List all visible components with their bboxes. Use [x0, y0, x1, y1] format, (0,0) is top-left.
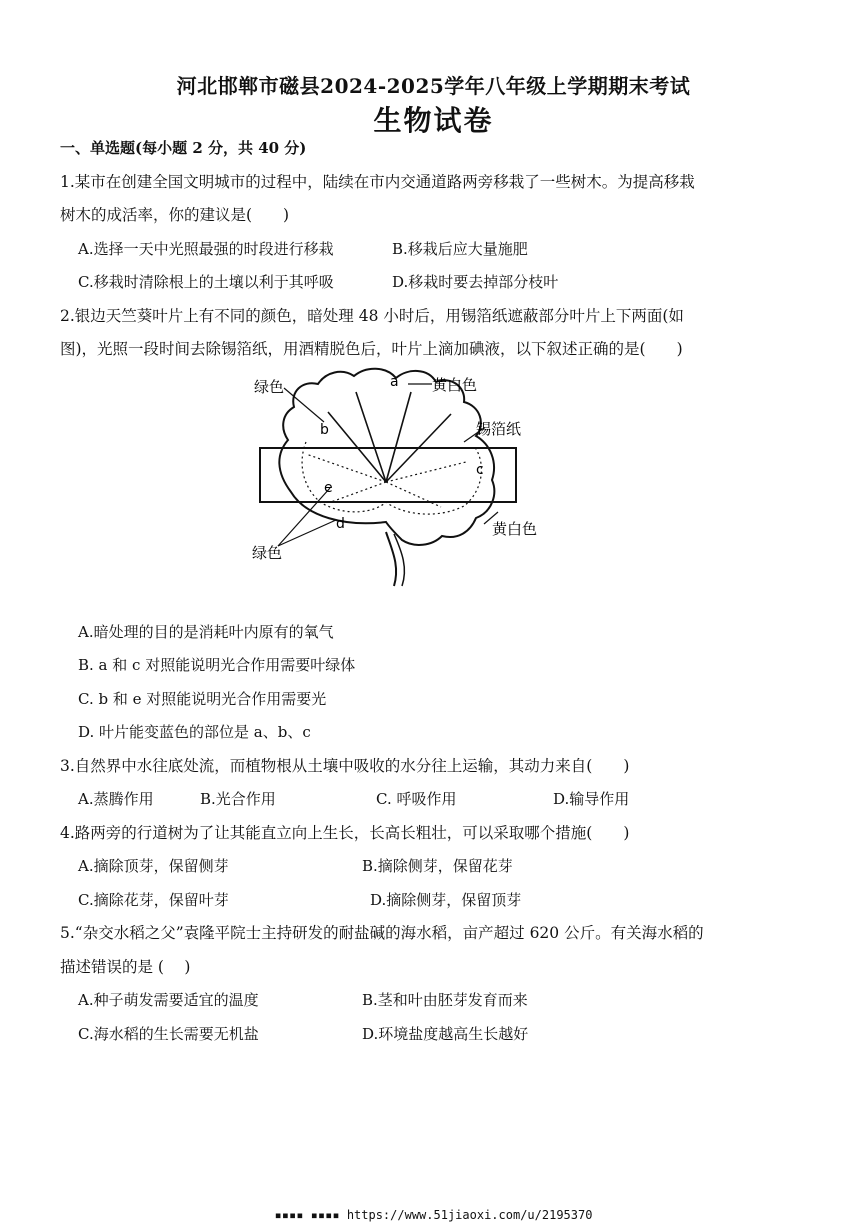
option-d: D.摘除侧芽，保留顶芽 [370, 891, 522, 909]
label-tinfoil: 锡箔纸 [476, 420, 522, 438]
option-c: C. b 和 e 对照能说明光合作用需要光 [78, 690, 327, 708]
option-d: D.输导作用 [553, 790, 630, 808]
option-a: A.蒸腾作用 [78, 790, 154, 808]
option-b: B.茎和叶由胚芽发育而来 [362, 991, 528, 1009]
footer-mark: ▪▪▪▪ ▪▪▪▪ [274, 1208, 340, 1222]
option-a: A.摘除顶芽，保留侧芽 [78, 857, 229, 875]
question-stem-line: 1.某市在创建全国文明城市的过程中，陆续在市内交通道路两旁移栽了一些树木。为提高移栽 [60, 173, 695, 191]
option-a: A.暗处理的目的是消耗叶内原有的氧气 [78, 623, 334, 641]
question-stem-line: 5.“杂交水稻之父”袁隆平院士主持研发的耐盐碱的海水稻，亩产超过 620 公斤。有关海水稻的 [60, 924, 704, 942]
label-d: d [336, 516, 345, 532]
option-b: B. a 和 c 对照能说明光合作用需要叶绿体 [78, 656, 356, 674]
option-c: C.海水稻的生长需要无机盐 [78, 1025, 259, 1043]
option-b: B.摘除侧芽，保留花芽 [362, 857, 513, 875]
question-stem-line: 描述错误的是 ( ) [60, 958, 191, 976]
section-heading: 一、单选题(每小题 2 分，共 40 分) [60, 139, 307, 157]
exam-title: 河北邯郸市磁县2024-2025学年八年级上学期期末考试 [176, 74, 691, 98]
question-stem-line: 图)，光照一段时间去除锡箔纸，用酒精脱色后，叶片上滴加碘液，以下叙述正确的是( ) [60, 340, 683, 358]
label-c: c [476, 462, 484, 478]
option-c: C.摘除花芽，保留叶芽 [78, 891, 229, 909]
option-d: D.环境盐度越高生长越好 [362, 1025, 529, 1043]
leaf-outline [279, 369, 494, 545]
footer-watermark [0, 1208, 867, 1222]
question-stem-line: 2.银边天竺葵叶片上有不同的颜色，暗处理 48 小时后，用锡箔纸遮蔽部分叶片上下两面(如 [60, 307, 684, 325]
option-c: C. 呼吸作用 [376, 790, 457, 808]
question-stem-line: 3.自然界中水往底处流，而植物根从土壤中吸收的水分往上运输，其动力来自( ) [60, 757, 630, 775]
option-a: A.选择一天中光照最强的时段进行移栽 [78, 240, 334, 258]
label-green-bottom: 绿色 [252, 544, 283, 562]
label-yellow-bottom: 黄白色 [492, 520, 538, 538]
label-yellow-top: 黄白色 [432, 376, 478, 394]
question-stem-line: 树木的成活率，你的建议是( ) [60, 206, 290, 224]
option-b: B.移栽后应大量施肥 [392, 240, 528, 258]
label-e: e [324, 480, 333, 496]
footer-url: https://www.51jiaoxi.com/u/2195370 [346, 1208, 593, 1222]
option-a: A.种子萌发需要适宜的温度 [78, 991, 259, 1009]
question-stem-line: 4.路两旁的行道树为了让其能直立向上生长，长高长粗壮，可以采取哪个措施( ) [60, 824, 630, 842]
label-green-top: 绿色 [254, 378, 285, 396]
exam-subject: 生物试卷 [373, 104, 494, 137]
option-d: D.移栽时要去掉部分枝叶 [392, 273, 559, 291]
label-b: b [320, 422, 329, 438]
leaf-foil-figure [236, 362, 566, 594]
label-a: a [390, 374, 399, 390]
option-b: B.光合作用 [200, 790, 276, 808]
option-d: D. 叶片能变蓝色的部位是 a、b、c [78, 723, 311, 741]
option-c: C.移栽时清除根上的土壤以利于其呼吸 [78, 273, 334, 291]
